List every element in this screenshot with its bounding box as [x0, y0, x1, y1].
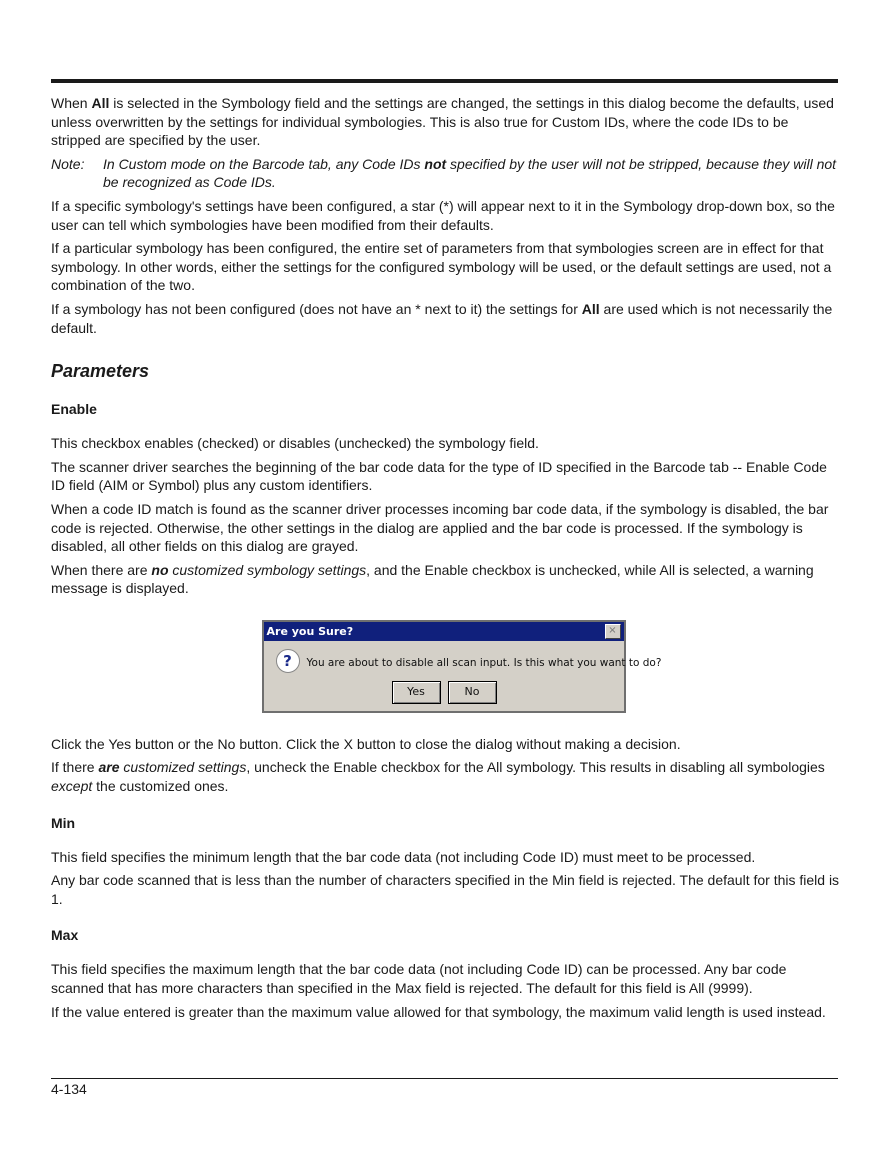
dialog-title: Are you Sure? [266, 624, 354, 638]
page-number: 4-134 [51, 1081, 87, 1097]
close-icon[interactable]: × [605, 624, 621, 639]
paragraph-not-configured [51, 300, 841, 337]
text: If a symbology has not been configured (does not have an * next to it) the settings for [51, 300, 582, 317]
paragraph [51, 758, 841, 795]
paragraph: The scanner driver searches the beginning of the bar code data for the type of ID specified in the Barcode tab -- Enable Code ID field (AIM or Symbol) plus any custom identifiers. [51, 458, 827, 494]
subheading-enable: Enable [51, 401, 97, 418]
text: When [51, 95, 92, 111]
dialog-body [264, 641, 662, 711]
question-icon: ? [276, 649, 300, 673]
paragraph: This field specifies the maximum length that the bar code data (not including Code ID) can be processed. Any bar code scanned that has more characters than specified in the Max field is rejected. The default for this field is All (9999). [51, 961, 787, 997]
paragraph-configured: If a particular symbology has been configured, the entire set of parameters from that symbologies screen are in effect for that symbology. In other words, either the settings for the configured symbology will be used, or the default settings are used, not a combination of the two. [51, 240, 832, 294]
are-you-sure-dialog [262, 620, 662, 713]
paragraph: Any bar code scanned that is less than the number of characters specified in the Min field is rejected. The default for this field is 1. [51, 872, 840, 907]
paragraph-all-defaults [51, 94, 841, 150]
dialog-message: You are about to disable all scan input. Is this what you want to do? [306, 656, 662, 669]
paragraph: Click the Yes button or the No button. Click the X button to close the dialog without making a decision. [51, 735, 681, 752]
text: In Custom mode on the Barcode tab, any Code IDs [103, 155, 425, 172]
header-rule [51, 79, 838, 83]
bold-text: All [91, 95, 110, 111]
dialog-figure [51, 620, 841, 713]
paragraph: This field specifies the minimum length that the bar code data (not including Code ID) must meet to be processed. [51, 848, 756, 865]
dialog-title-bar [264, 622, 624, 641]
bold-text: not [424, 155, 447, 172]
italic-text: customized settings [119, 759, 247, 776]
text: the customized ones. [92, 778, 229, 795]
text: If there [51, 759, 99, 776]
footer-rule [51, 1078, 838, 1079]
text: are used which is not necessarily the default. [51, 300, 833, 336]
subheading-max: Max [51, 927, 79, 944]
paragraph: If the value entered is greater than the maximum value allowed for that symbology, the maximum valid length is used instead. [51, 1003, 826, 1020]
paragraph: This checkbox enables (checked) or disables (unchecked) the symbology field. [51, 435, 539, 452]
text: When there are [51, 561, 152, 578]
section-heading-parameters: Parameters [51, 361, 150, 382]
text: , and the Enable checkbox is unchecked, while All is selected, a warning message is displayed. [51, 561, 814, 597]
italic-text: except [51, 778, 93, 795]
page-content [51, 94, 841, 1026]
text: is selected in the Symbology field and the settings are changed, the settings in this dialog become the defaults, used unless overwritten by the settings for individual symbologies. This is also true for Custom IDs, where the code IDs to be stripped are specified by the user. [51, 95, 834, 149]
paragraph-star: If a specific symbology's settings have been configured, a star (*) will appear next to it in the Symbology drop-down box, so the user can tell which symbologies have been modified from their defaults. [51, 197, 835, 233]
yes-button[interactable]: Yes [392, 681, 441, 704]
bold-italic-text: are [98, 759, 120, 776]
paragraph: When a code ID match is found as the scanner driver processes incoming bar code data, if the symbology is disabled, the bar code is rejected. Otherwise, the other settings in the dialog are applied and the bar code is processed. If the symbology is disabled, all other fields on this dialog are grayed. [51, 500, 829, 555]
note [51, 155, 841, 192]
no-button[interactable]: No [448, 681, 497, 704]
bold-italic-text: no [151, 561, 169, 578]
italic-text: customized symbology settings [168, 561, 367, 578]
subheading-min: Min [51, 814, 76, 831]
text: , uncheck the Enable checkbox for the All symbology. This results in disabling all symbologies [246, 759, 825, 776]
text: specified by the user will not be stripped, because they will not be recognized as Code IDs. [103, 155, 837, 191]
note-label: Note: [51, 155, 85, 172]
bold-text: All [581, 300, 600, 317]
paragraph [51, 561, 841, 598]
